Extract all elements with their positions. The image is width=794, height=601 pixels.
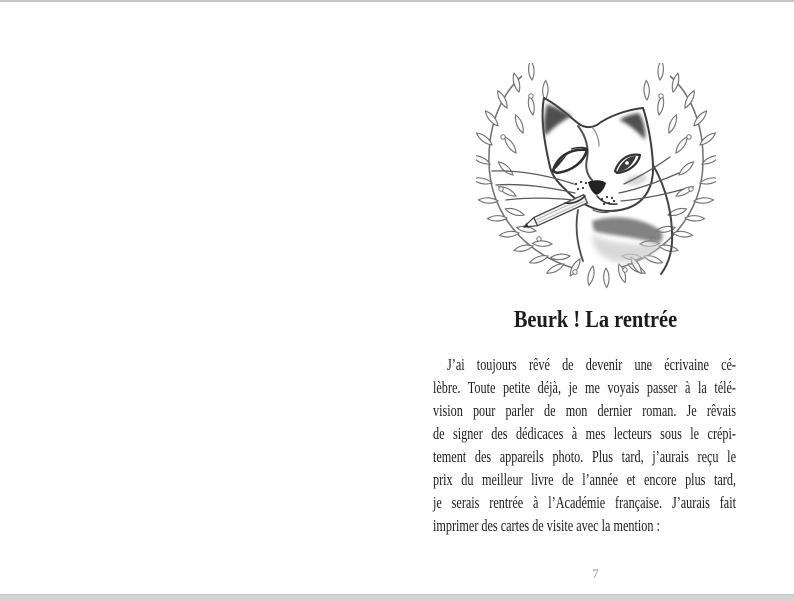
chapter-title: Beurk ! La rentrée <box>513 307 678 333</box>
paragraph-line: tement des appareils photo. Plus tard, j’aurais reçu le <box>433 447 736 466</box>
paragraph-line: je serais rentrée à l’Académie française. J’aurais fait <box>433 493 736 512</box>
paragraph-line: vision pour parler de mon dernier roman. Je rêvais <box>433 401 736 420</box>
paragraph-line: de signer des dédicaces à mes lecteurs sous le crépi- <box>433 424 736 443</box>
paragraph-line: lèbre. Toute petite déjà, je me voyais passer à la télé- <box>433 378 736 397</box>
page-right <box>397 2 794 594</box>
paragraph-line: imprimer des cartes de visite avec la mention : <box>433 516 660 535</box>
page-number: 7 <box>592 566 599 581</box>
chapter-illustration <box>476 63 716 293</box>
cat-with-pencil-laurel-wreath-icon <box>476 63 716 293</box>
page-left-blank <box>0 2 397 594</box>
book-spread <box>0 2 794 594</box>
paragraph-line: prix du meilleur livre de l’année et encore plus tard, <box>433 470 736 489</box>
window-bottom-edge <box>0 594 794 601</box>
paragraph-line: J’ai toujours rêvé de devenir une écrivaine cé- <box>447 355 736 374</box>
chapter-paragraph <box>433 353 736 537</box>
